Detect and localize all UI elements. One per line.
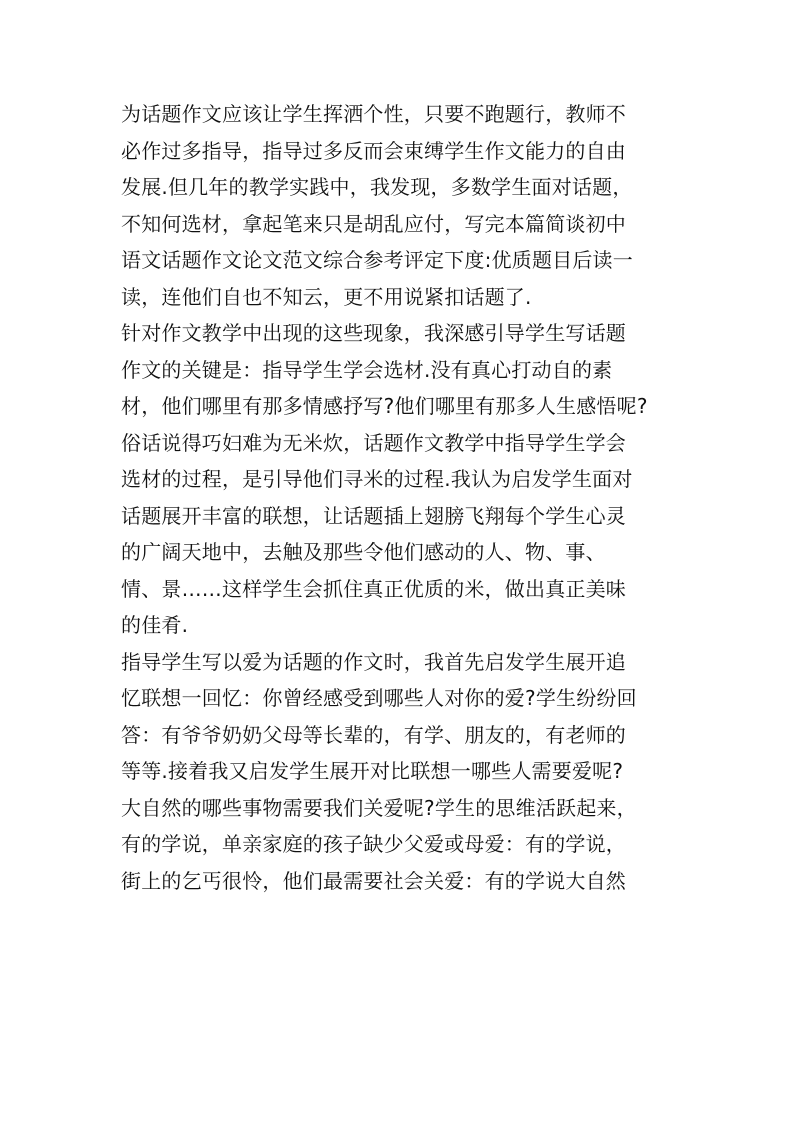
text-line: 选材的过程，是引导他们寻米的过程.我认为启发学生面对 xyxy=(121,467,633,491)
text-line: 读，连他们自也不知云，更不用说紧扣话题了. xyxy=(121,284,532,309)
text-line: 等等.接着我又启发学生展开对比联想一哪些人需要爱呢? xyxy=(121,759,624,783)
text-line: 有的学说，单亲家庭的孩子缺少父爱或母爱：有的学说， xyxy=(121,832,626,856)
text-line: 的广阔天地中，去触及那些令他们感动的人、物、事、 xyxy=(121,540,606,564)
text-line: 语文话题作文论文范文综合参考评定下度:优质题目后读一 xyxy=(121,248,633,272)
text-line: 俗话说得巧妇难为无米炊，话题作文教学中指导学生学会 xyxy=(121,430,626,455)
text-line: 发展.但几年的教学实践中，我发现，多数学生面对话题， xyxy=(121,175,633,199)
text-line: 大自然的哪些事物需要我们关爱呢?学生的思维活跃起来， xyxy=(121,795,637,820)
text-line: 不知何选材，拿起笔来只是胡乱应付，写完本篇简谈初中 xyxy=(121,211,626,236)
text-line: 忆联想一回忆：你曾经感受到哪些人对你的爱?学生纷纷回 xyxy=(121,686,637,710)
text-line: 针对作文教学中出现的这些现象，我深感引导学生写话题 xyxy=(121,321,626,345)
document-body xyxy=(121,96,681,899)
text-line: 指导学生写以爱为话题的作文时，我首先启发学生展开追 xyxy=(121,649,626,674)
text-line: 话题展开丰富的联想，让话题插上翅膀飞翔每个学生心灵 xyxy=(121,503,626,528)
text-line: 材，他们哪里有那多情感抒写?他们哪里有那多人生感悟呢? xyxy=(121,394,648,418)
text-line: 作文的关键是：指导学生学会选材.没有真心打动自的素 xyxy=(121,357,613,382)
text-line: 答：有爷爷奶奶父母等长辈的，有学、朋友的，有老师的 xyxy=(121,722,626,747)
text-line: 为话题作文应该让学生挥洒个性，只要不跑题行，教师不 xyxy=(121,102,626,126)
text-line: 街上的乞丐很怜，他们最需要社会关爱：有的学说大自然 xyxy=(121,868,626,893)
text-line: 的佳肴. xyxy=(121,613,189,637)
text-line: 情、景……这样学生会抓住真正优质的米，做出真正美味 xyxy=(121,576,626,601)
text-line: 必作过多指导，指导过多反而会束缚学生作文能力的自由 xyxy=(121,138,626,163)
